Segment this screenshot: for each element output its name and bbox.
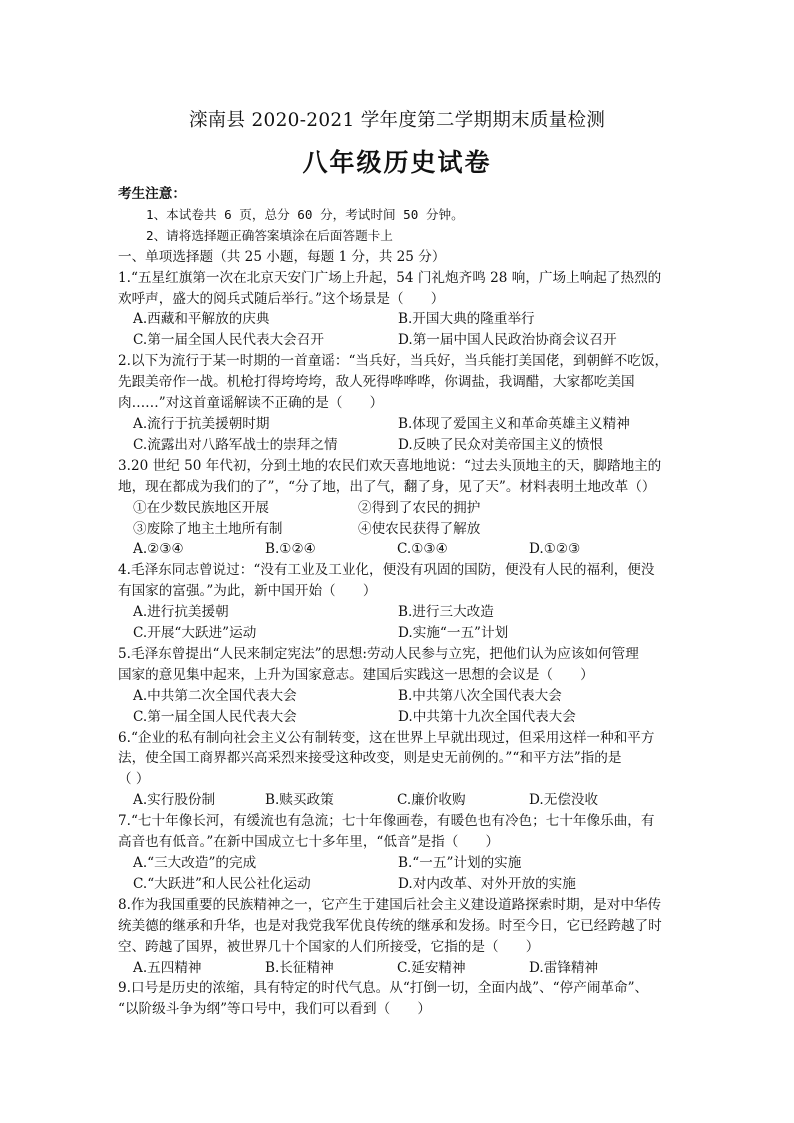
option-c: C.延安精神 [397, 959, 466, 976]
question-stem-line: 空、跨越了国界，被世界几十个国家的人们所接受，它指的是（ ） [118, 938, 540, 955]
option-d: D.雷锋精神 [529, 959, 599, 976]
option-a: A.进行抗美援朝 [133, 604, 229, 621]
question-3 [118, 456, 678, 561]
statement-3: ③废除了地主土地所有制 [133, 520, 283, 537]
question-stem-line: 统美德的继承和升华，也是对我党我军优良传统的继承和发扬。时至今日，它已经跨越了时 [118, 917, 662, 934]
exam-school-line: 滦南县 2020-2021 学年度第二学期期末质量检测 [188, 110, 606, 131]
option-row [118, 958, 678, 979]
option-row [118, 790, 678, 811]
option-d: D.①②③ [529, 541, 581, 558]
option-a: A.中共第二次全国代表大会 [133, 687, 297, 704]
option-b: B.“一五”计划的实施 [398, 855, 522, 871]
option-row [118, 686, 678, 707]
statement-4: ④使农民获得了解放 [358, 520, 481, 537]
question-9 [118, 978, 678, 1020]
option-d: D.对内改革、对外开放的实施 [398, 875, 576, 892]
option-a: A.“三大改造”的完成 [133, 855, 257, 871]
option-c: C.第一届全国人民代表大会 [133, 708, 297, 725]
option-b: B.进行三大改造 [398, 604, 494, 621]
option-d: D.反映了民众对美帝国主义的愤恨 [398, 436, 604, 453]
option-row [118, 414, 678, 435]
option-row [118, 330, 678, 351]
question-stem-line: 先跟美帝作一战。机枪打得垮垮垮，敌人死得哗哗哗，你调盐，我调醋，大家都吃美国 [118, 374, 635, 391]
option-row [118, 874, 678, 895]
option-d: D.无偿没收 [529, 792, 599, 809]
option-row [118, 853, 678, 874]
statement-row [118, 519, 678, 540]
option-c: C.廉价收购 [397, 792, 466, 809]
question-stem-line: 2.以下为流行于某一时期的一首童谣：“当兵好，当兵好，当兵能打美国佬，到朝鲜不吃饭， [118, 353, 669, 370]
notice-heading: 考生注意： [118, 186, 186, 202]
option-d: D.第一届中国人民政治协商会议召开 [398, 332, 617, 349]
option-b: B.体现了爱国主义和革命英雄主义精神 [398, 415, 630, 432]
question-stem-line: 地，现在都成为我们的了”，“分了地，出了气，翻了身，见了天”。材料表明土地改革（） [118, 478, 656, 495]
question-stem-line: （ ） [118, 771, 150, 788]
option-row [118, 707, 678, 728]
statement-row [118, 498, 678, 519]
exam-content [118, 184, 678, 1020]
question-stem-line: 肉……”对这首童谣解读不正确的是（ ） [118, 395, 384, 412]
section-heading: 一、单项选择题（共 25 小题，每题 1 分，共 25 分） [118, 248, 446, 265]
question-6 [118, 728, 678, 812]
option-row [118, 602, 678, 623]
option-a: A.②③④ [133, 541, 184, 558]
question-stem-line: 1.“五星红旗第一次在北京天安门广场上升起，54 门礼炮齐鸣 28 响，广场上响起了热烈的 [118, 269, 662, 286]
option-row [118, 435, 678, 456]
notice-item: 1、本试卷共 6 页，总分 60 分，考试时间 50 分钟。 [146, 206, 464, 222]
option-c: C.流露出对八路军战士的崇拜之情 [133, 436, 338, 453]
exam-title: 八年级历史试卷 [302, 148, 492, 177]
option-b: B.长征精神 [265, 959, 334, 976]
question-5 [118, 644, 678, 728]
question-stem-line: 9.口号是历史的浓缩，具有特定的时代气息。从“打倒一切，全面内战”、“停产闹革命”、 [118, 980, 649, 997]
question-stem-line: 有国家的富强。”为此，新中国开始（ ） [118, 583, 377, 600]
option-b: B.中共第八次全国代表大会 [398, 687, 562, 704]
question-1 [118, 268, 678, 352]
option-d: D.中共第十九次全国代表大会 [398, 708, 576, 725]
question-stem-line: 高音也有低音。”在新中国成立七十多年里，“低音”是指（ ） [118, 834, 500, 851]
statement-2: ②得到了农民的拥护 [358, 499, 481, 516]
option-c: C.“大跃进”和人民公社化运动 [133, 875, 311, 892]
option-a: A.五四精神 [133, 959, 202, 976]
option-b: B.赎买政策 [265, 792, 334, 809]
option-c: C.开展“大跃进”运动 [133, 625, 257, 642]
question-4 [118, 560, 678, 644]
notice-item: 2、请将选择题正确答案填涂在后面答题卡上 [146, 227, 393, 243]
question-stem-line: 8.作为我国重要的民族精神之一，它产生于建国后社会主义建设道路探索时期，是对中华传 [118, 896, 662, 913]
option-c: C.第一届全国人民代表大会召开 [133, 332, 324, 349]
option-a: A.流行于抗美援朝时期 [133, 415, 270, 432]
option-row [118, 309, 678, 330]
option-row [118, 623, 678, 644]
question-stem-line: 国家的意见集中起来，上升为国家意志。建国后实践这一思想的会议是（ ） [118, 666, 594, 683]
question-stem-line: 7.“七十年像长河，有缓流也有急流；七十年像画卷，有暖色也有冷色；七十年像乐曲，有 [118, 813, 655, 830]
question-stem-line: 6.“企业的私有制向社会主义公有制转变，这在世界上早就出现过，但采用这样一种和平方 [118, 729, 655, 746]
question-stem-line: 4.毛泽东同志曾说过：“没有工业及工业化，便没有巩固的国防，便没有人民的福利，便没 [118, 562, 655, 579]
question-stem-line: “以阶级斗争为纲”等口号中，我们可以看到（ ） [118, 1001, 431, 1018]
option-a: A.实行股份制 [133, 792, 216, 809]
option-d: D.实施“一五”计划 [398, 625, 509, 642]
question-7 [118, 811, 678, 895]
option-a: A.西藏和平解放的庆典 [133, 311, 270, 328]
option-b: B.开国大典的隆重举行 [398, 311, 535, 328]
question-8 [118, 895, 678, 979]
option-c: C.①③④ [397, 541, 448, 558]
option-row [118, 539, 678, 560]
question-stem-line: 法，使全国工商界都兴高采烈来接受这种改变，则是史无前例的。”“和平方法”指的是 [118, 750, 622, 767]
question-stem-line: 5.毛泽东曾提出“人民来制定宪法”的思想:劳动人民参与立宪，把他们认为应该如何管理 [118, 645, 639, 662]
question-stem-line: 欢呼声，盛大的阅兵式随后举行。”这个场景是（ ） [118, 290, 445, 307]
question-stem-line: 3.20 世纪 50 年代初，分到土地的农民们欢天喜地地说：“过去头顶地主的天，脚踏地主的 [118, 457, 662, 474]
statement-1: ①在少数民族地区开展 [133, 499, 269, 516]
option-b: B.①②④ [265, 541, 316, 558]
question-2 [118, 351, 678, 456]
